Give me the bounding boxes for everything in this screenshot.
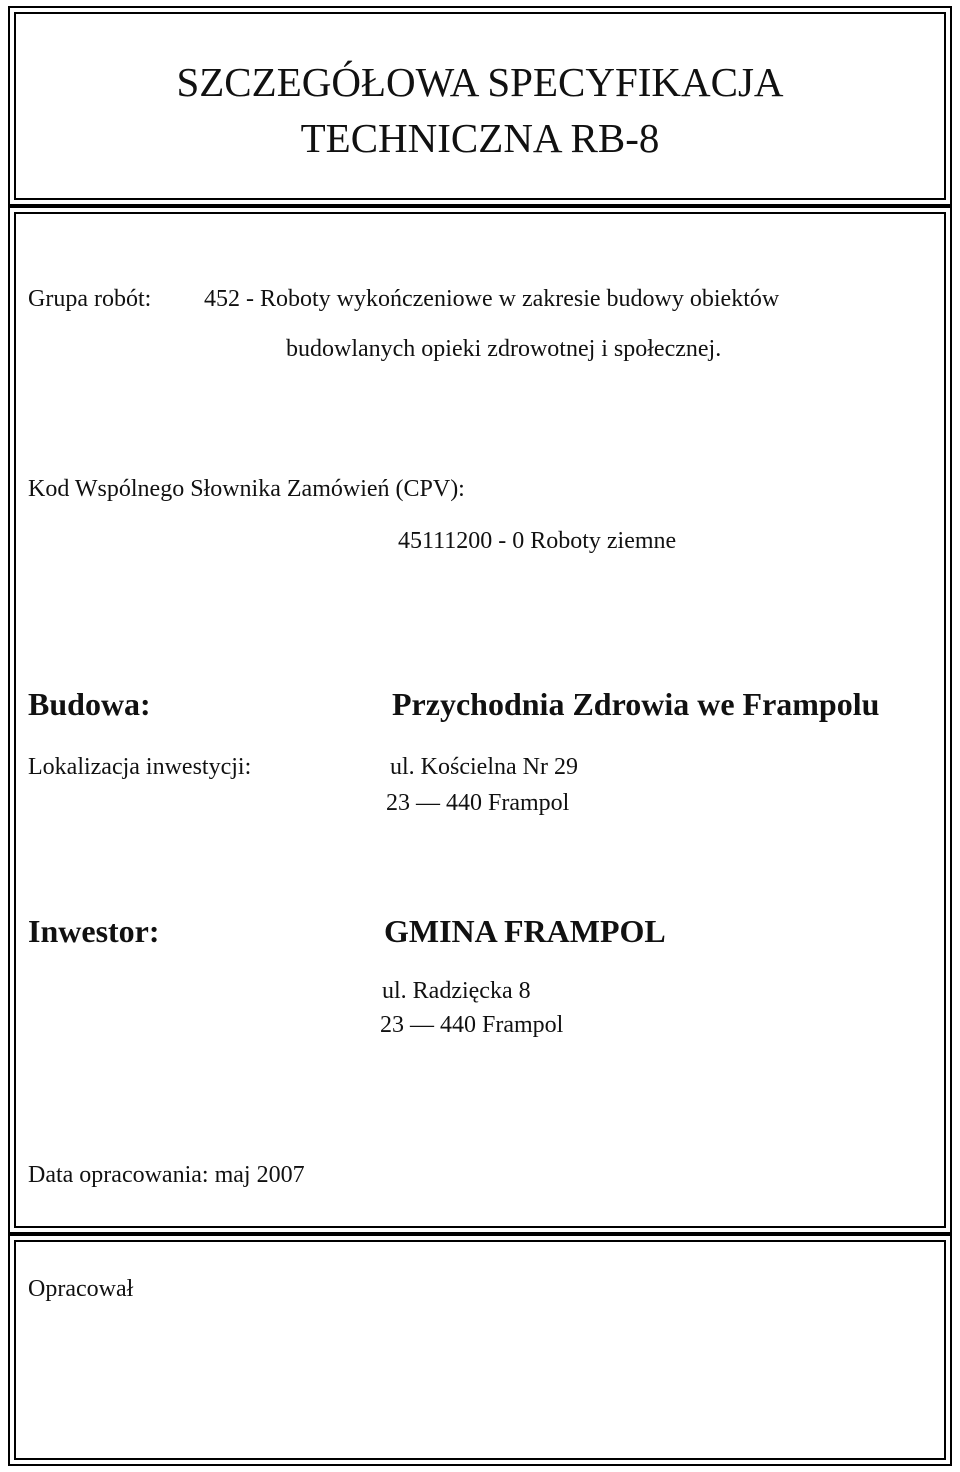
location-label: Lokalizacja inwestycji: [28,754,252,780]
author-label: Opracował [28,1276,134,1302]
investor-label: Inwestor: [28,913,160,949]
cpv-label: Kod Wspólnego Słownika Zamówień (CPV): [28,476,465,502]
investor-street: ul. Radzięcka 8 [382,978,531,1004]
location-city: 23 — 440 Frampol [386,790,570,816]
building-value: Przychodnia Zdrowia we Frampolu [392,686,880,722]
location-street: ul. Kościelna Nr 29 [390,754,578,780]
document-title-line1: SZCZEGÓŁOWA SPECYFIKACJA [176,59,784,105]
preparation-date: Data opracowania: maj 2007 [28,1162,305,1188]
investor-city: 23 — 440 Frampol [380,1012,564,1038]
group-value-line2: budowlanych opieki zdrowotnej i społecznej. [286,336,722,362]
main-info-box [8,206,952,1234]
cpv-value: 45111200 - 0 Roboty ziemne [398,528,677,554]
group-value-line1: 452 - Roboty wykończeniowe w zakresie budowy obiektów [204,286,780,312]
author-box [8,1234,952,1466]
group-label: Grupa robót: [28,286,152,312]
investor-name: GMINA FRAMPOL [384,913,666,949]
document-title-line2: TECHNICZNA RB-8 [300,115,660,161]
title-box [8,6,952,206]
building-label: Budowa: [28,686,151,722]
